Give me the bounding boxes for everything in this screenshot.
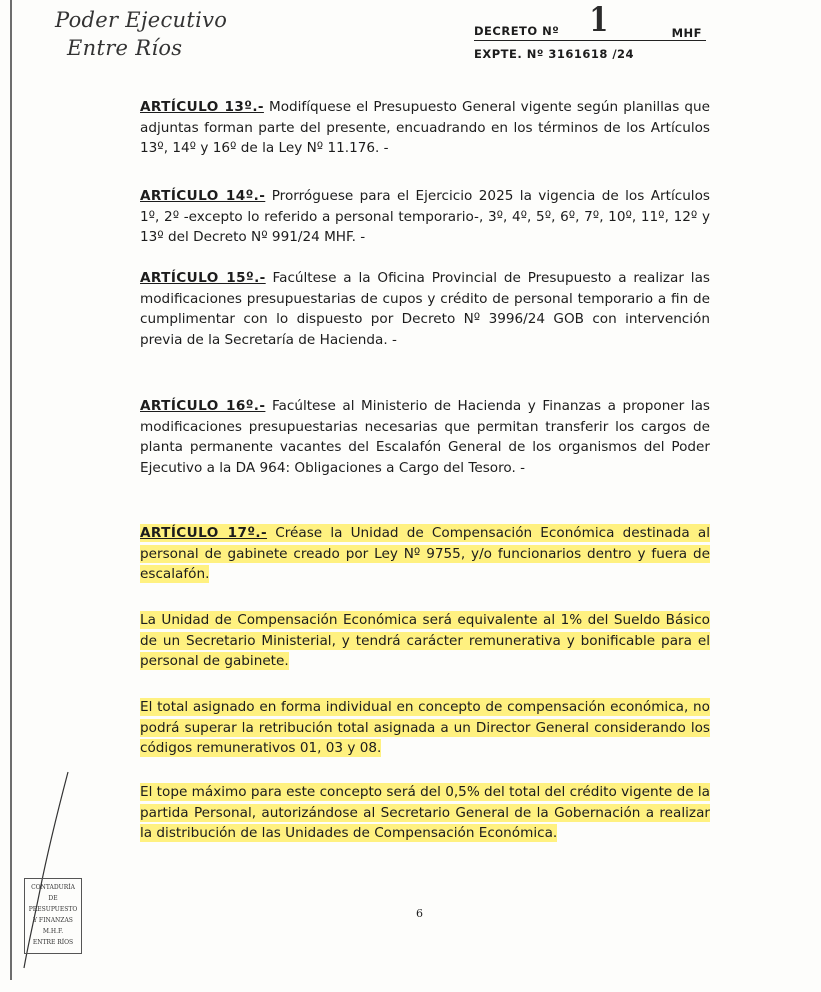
highlighted-paragraph: La Unidad de Compensación Económica será equivalente al 1% del Sueldo Básico de un Secretario Ministerial, y tendrá carácter remunerativa y bonificable para el personal de gabinete. [140,612,710,670]
article-title: ARTÍCULO 16º.- [140,398,266,414]
stamp-line: ENTRE RÍOS [32,939,74,946]
decreto-label: DECRETO Nº [474,24,560,38]
decreto-number: 1 [589,0,609,40]
institution-line-2: Entre Ríos [67,36,183,60]
article-13 [140,97,710,159]
article-title: ARTÍCULO 14º.- [140,188,266,204]
article-17 [140,523,710,585]
paragraph-unit-equivalence [140,610,710,672]
decreto-line [474,0,706,41]
paragraph-maximum-cap [140,782,710,844]
stamp-line: M.H.F. [42,928,64,935]
article-text: Créase la Unidad de Compensación Económica destinada al personal de gabinete creado por Ley Nº 9755, y/o funcionarios dentro y fuera de escalafón. [140,525,710,583]
article-text: Facúltese al Ministerio de Hacienda y Finanzas a proponer las modificaciones presupuestarias necesarias que permitan transferir los cargos de planta permanente vacantes del Escalafón General de los organismos del Poder Ejecutivo a la DA 964: Obligaciones a Cargo del Tesoro. - [140,398,710,476]
article-text: Prorróguese para el Ejercicio 2025 la vigencia de los Artículos 1º, 2º -excepto lo referido a personal temporario-, 3º, 4º, 5º, 6º, 7º, 10º, 11º, 12º y 13º del Decreto Nº 991/24 MHF. - [140,188,710,246]
highlighted-text [140,524,710,583]
institution-line-1: Poder Ejecutivo [55,8,228,32]
article-16 [140,396,710,478]
expediente-number: EXPTE. Nº 3161618 /24 [474,47,635,61]
decreto-suffix: MHF [671,26,702,40]
page-edge-rule [10,0,12,980]
decree-header [474,0,706,61]
stamp-line: Y FINANZAS [33,917,73,924]
page-number: 6 [416,907,423,920]
article-text: Modifíquese el Presupuesto General vigente según planillas que adjuntas forman parte del presente, encuadrando en los términos de los Artículos 13º, 14º y 16º de la Ley Nº 11.176. - [140,99,710,157]
article-title: ARTÍCULO 15º.- [140,270,266,286]
highlighted-paragraph: El total asignado en forma individual en concepto de compensación económica, no podrá superar la retribución total asignada a un Director General considerando los códigos remunerativos 01, 03 y 08. [140,699,710,757]
office-stamp [24,878,82,954]
stamp-line: DE PRESUPUESTO [28,895,78,913]
institution-header [55,6,227,62]
article-14 [140,186,710,248]
highlighted-paragraph: El tope máximo para este concepto será del 0,5% del total del crédito vigente de la partida Personal, autorizándose al Secretario General de la Gobernación a realizar la distribución de las Unidades de Compensación Económica. [140,784,711,842]
article-title: ARTÍCULO 13º.- [140,99,264,115]
article-text: Facúltese a la Oficina Provincial de Presupuesto a realizar las modificaciones presupuestarias de cupos y crédito de personal temporario a fin de cumplimentar con lo dispuesto por Decreto Nº 3996/24 GOB con intervención previa de la Secretaría de Hacienda. - [140,270,710,348]
stamp-line: CONTADURÍA [31,884,75,891]
article-title: ARTÍCULO 17º.- [140,525,268,541]
paragraph-individual-total [140,697,710,759]
article-15 [140,268,710,350]
